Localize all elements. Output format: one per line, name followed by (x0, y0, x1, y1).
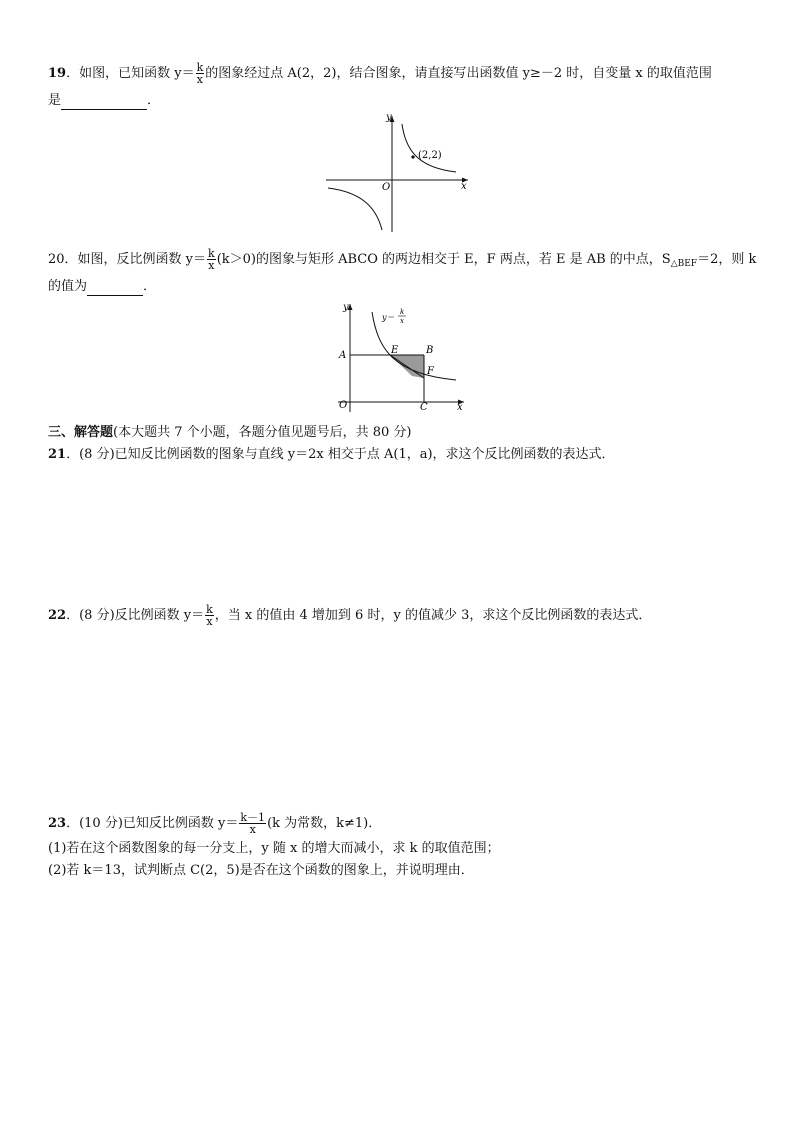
q22-number: 22 (48, 608, 67, 623)
q23-fraction (239, 812, 266, 835)
q20-text-end: ． (143, 279, 157, 294)
q20-text-d: 的值为 (48, 279, 88, 294)
q23-number: 23 (48, 816, 67, 831)
origin-label: O (339, 400, 348, 411)
q20-frac-num: k (208, 247, 215, 260)
q20-line1 (48, 248, 756, 273)
curve-branch-2 (328, 188, 382, 230)
q19-figure (322, 110, 472, 234)
curve-branch-1 (402, 124, 456, 172)
y-axis-label: y (343, 302, 349, 313)
q19-line2 (48, 92, 160, 110)
q19-fraction (196, 62, 205, 85)
label-b: B (426, 345, 434, 356)
q23-part2: (2)若 k＝13，试判断点 C(2，5)是否在这个函数的图象上，并说明理由． (48, 863, 474, 878)
label-f: F (427, 366, 434, 377)
q19-number: 19 (48, 66, 67, 81)
q19-answer-blank[interactable] (61, 95, 147, 110)
q23-part1: (1)若在这个函数图象的每一分支上，y 随 x 的增大而减小，求 k 的取值范围； (48, 841, 500, 856)
x-axis-label: x (457, 402, 463, 413)
q19-text-b: 的图象经过点 A(2，2)，结合图象，请直接写出函数值 y≥－2 时，自变量 x 的取值范围 (205, 66, 712, 81)
label-c: C (420, 402, 428, 413)
y-axis-label: y (386, 112, 392, 123)
q20-answer-blank[interactable] (87, 281, 143, 296)
curve-label-num: k (400, 308, 405, 316)
q20-frac-den: x (208, 259, 215, 272)
q22-frac-num: k (206, 603, 213, 616)
point-marker (411, 155, 414, 158)
q22-frac-den: x (206, 615, 213, 628)
q20-figure (334, 300, 470, 414)
q19-line1 (48, 62, 712, 85)
section-3-desc: (本大题共 7 个小题，各题分值见题号后，共 80 分) (113, 425, 412, 440)
q23-text-a: ．(10 分)已知反比例函数 y＝ (66, 816, 239, 831)
section-3-title: 三、解答题 (48, 425, 114, 440)
q22-line (48, 604, 651, 627)
section-3-heading (48, 424, 412, 442)
q23-line1 (48, 812, 381, 835)
point-label: (2,2) (418, 150, 442, 161)
curve-label-prefix: y＝ (382, 313, 395, 322)
q20-text-b: (k＞0)的图象与矩形 ABCO 的两边相交于 E，F 两点，若 E 是 AB 的中点，S (216, 252, 671, 267)
label-a: A (339, 350, 347, 361)
q19-text-a: ．如图，已知函数 y＝ (66, 66, 195, 81)
q20-line2 (48, 278, 156, 296)
label-e: E (391, 345, 399, 356)
q20-subscript: △BEF (670, 259, 698, 269)
q22-fraction (205, 604, 214, 627)
q19-text-end: ． (147, 93, 161, 108)
curve-label-den: x (400, 317, 404, 325)
q22-text-b: ，当 x 的值由 4 增加到 6 时，y 的值减少 3，求这个反比例函数的表达式． (214, 608, 652, 623)
q23-frac-den: x (249, 823, 256, 836)
q20-number: 20 (48, 252, 65, 267)
q23-text-b: (k 为常数，k≠1)． (267, 816, 382, 831)
q21-line (48, 446, 615, 464)
origin-label: O (382, 182, 391, 193)
q20-text-c: ＝2，则 k (697, 252, 757, 267)
q20-text-a: ．如图，反比例函数 y＝ (64, 252, 207, 267)
q23-frac-num: k－1 (240, 811, 266, 824)
q21-text: ．(8 分)已知反比例函数的图象与直线 y＝2x 相交于点 A(1，a)，求这个反比例函数的表达式． (66, 447, 615, 462)
q22-text-a: ．(8 分)反比例函数 y＝ (66, 608, 205, 623)
q19-frac-den: x (196, 73, 204, 86)
q21-number: 21 (48, 447, 67, 462)
x-axis-label: x (461, 181, 467, 192)
q20-fraction (207, 248, 216, 271)
q19-text-c: 是 (48, 93, 62, 108)
q19-frac-num: k (196, 61, 204, 74)
